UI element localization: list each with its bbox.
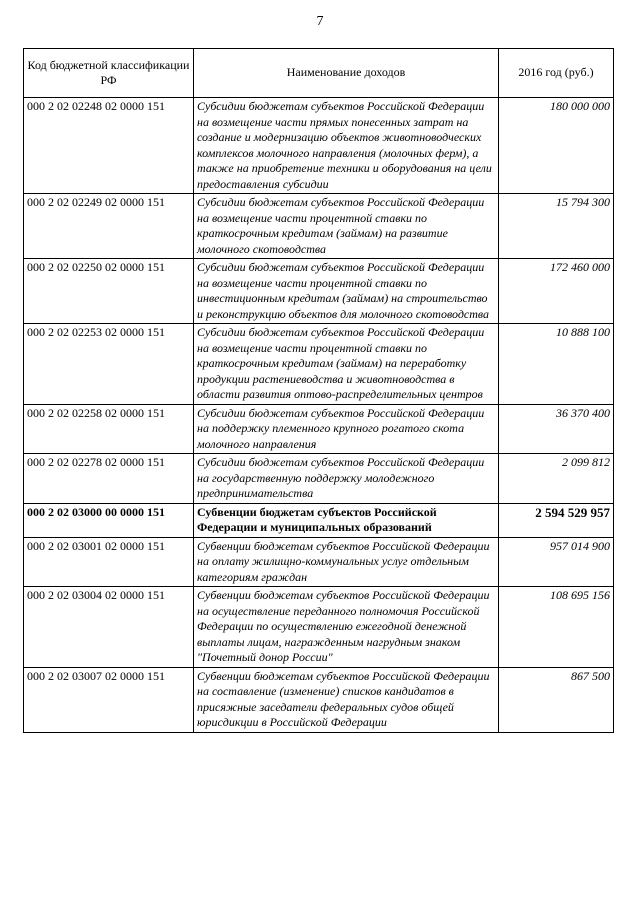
row-code: 000 2 02 03000 00 0000 151 xyxy=(24,503,194,537)
table-row xyxy=(24,537,614,587)
row-sum: 2 099 812 xyxy=(499,454,614,504)
row-sum: 867 500 xyxy=(499,667,614,732)
row-name: Субвенции бюджетам субъектов Российской Федерации на осуществление переданного полномочия Российской Федерации по осуществлению ежегодной денежной выплаты лицам, награжденным нагрудным знаком "Почетный донор России" xyxy=(194,587,499,668)
header-code: Код бюджетной классификации РФ xyxy=(24,49,194,98)
page-number: 7 xyxy=(316,14,324,29)
row-sum: 180 000 000 xyxy=(499,98,614,194)
row-name: Субвенции бюджетам субъектов Российской Федерации на оплату жилищно-коммунальных услуг отдельным категориям граждан xyxy=(194,537,499,587)
row-name: Субвенции бюджетам субъектов Российской Федерации на составление (изменение) списков кандидатов в присяжные заседатели федеральных судов общей юрисдикции в Российской Федерации xyxy=(194,667,499,732)
row-name: Субсидии бюджетам субъектов Российской Федерации на поддержку племенного крупного рогатого скота молочного направления xyxy=(194,404,499,454)
row-code: 000 2 02 02258 02 0000 151 xyxy=(24,404,194,454)
row-sum: 15 794 300 xyxy=(499,194,614,259)
income-table xyxy=(23,48,614,733)
table-row-total xyxy=(24,503,614,537)
table-row xyxy=(24,587,614,668)
row-code: 000 2 02 02278 02 0000 151 xyxy=(24,454,194,504)
header-name: Наименование доходов xyxy=(194,49,499,98)
row-code: 000 2 02 02250 02 0000 151 xyxy=(24,259,194,324)
row-name: Субвенции бюджетам субъектов Российской Федерации и муниципальных образований xyxy=(194,503,499,537)
row-code: 000 2 02 03007 02 0000 151 xyxy=(24,667,194,732)
row-sum: 2 594 529 957 xyxy=(499,503,614,537)
row-sum: 108 695 156 xyxy=(499,587,614,668)
row-code: 000 2 02 03001 02 0000 151 xyxy=(24,537,194,587)
row-code: 000 2 02 02248 02 0000 151 xyxy=(24,98,194,194)
row-name: Субсидии бюджетам субъектов Российской Федерации на возмещение части прямых понесенных затрат на создание и модернизацию объектов животноводческих комплексов молочного направления (молочных ферм), а также на приобретение техники и оборудования на цели предоставления субсидии xyxy=(194,98,499,194)
row-sum: 10 888 100 xyxy=(499,324,614,405)
row-name: Субсидии бюджетам субъектов Российской Федерации на возмещение части процентной ставки по краткосрочным кредитам (займам) на развитие молочного скотоводства xyxy=(194,194,499,259)
row-code: 000 2 02 02249 02 0000 151 xyxy=(24,194,194,259)
row-sum: 957 014 900 xyxy=(499,537,614,587)
table-row xyxy=(24,259,614,324)
header-sum: 2016 год (руб.) xyxy=(499,49,614,98)
row-name: Субсидии бюджетам субъектов Российской Федерации на возмещение части процентной ставки по инвестиционным кредитам (займам) на строительство и реконструкцию объектов для молочного скотоводства xyxy=(194,259,499,324)
table-row xyxy=(24,194,614,259)
row-name: Субсидии бюджетам субъектов Российской Федерации на государственную поддержку молодежного предпринимательства xyxy=(194,454,499,504)
row-code: 000 2 02 02253 02 0000 151 xyxy=(24,324,194,405)
table-row xyxy=(24,324,614,405)
row-name: Субсидии бюджетам субъектов Российской Федерации на возмещение части процентной ставки по краткосрочным кредитам (займам) на переработку продукции растениеводства и животноводства в области развития оптово-распределительных центров xyxy=(194,324,499,405)
row-sum: 36 370 400 xyxy=(499,404,614,454)
row-code: 000 2 02 03004 02 0000 151 xyxy=(24,587,194,668)
table-header-row xyxy=(24,49,614,98)
row-sum: 172 460 000 xyxy=(499,259,614,324)
table-row xyxy=(24,667,614,732)
table-row xyxy=(24,404,614,454)
table-row xyxy=(24,98,614,194)
table-row xyxy=(24,454,614,504)
